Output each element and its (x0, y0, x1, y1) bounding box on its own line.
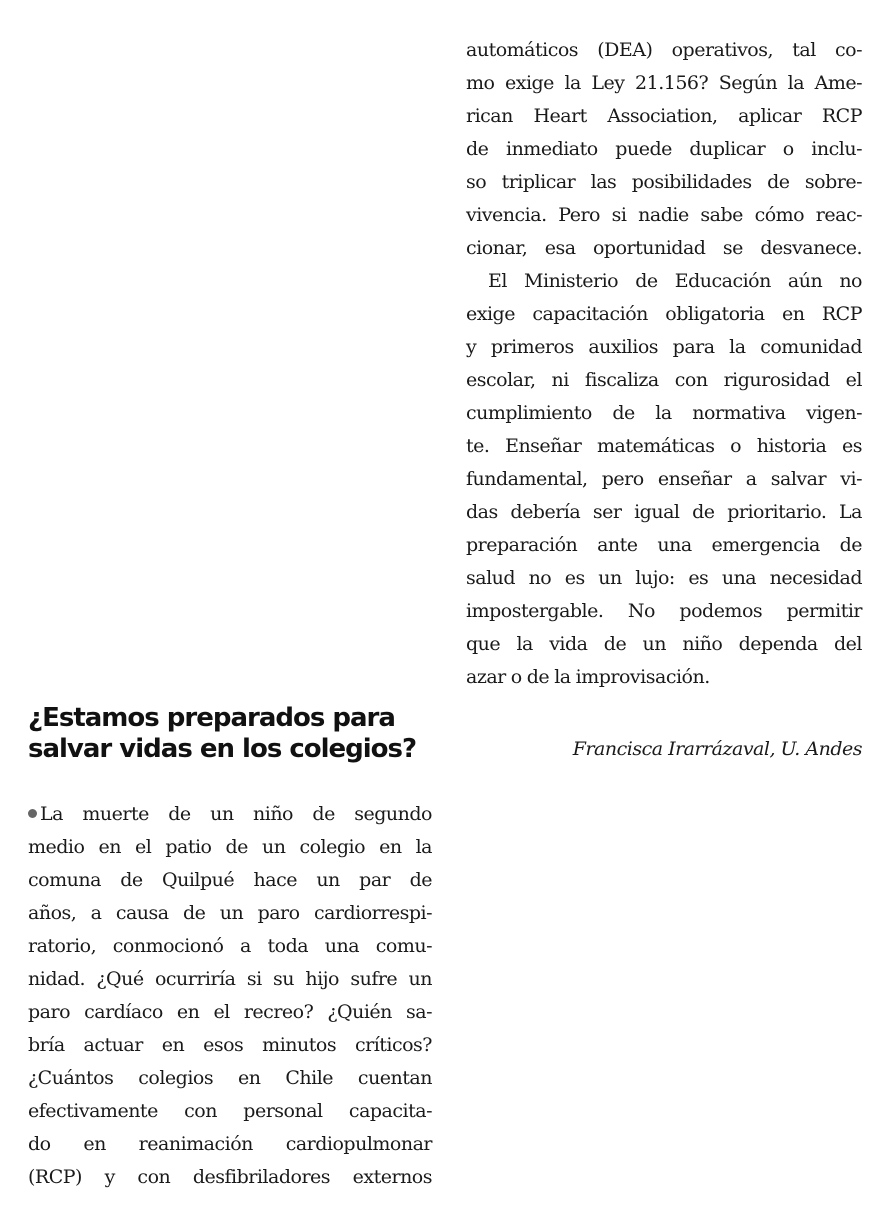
text-line: que la vida de un niño dependa del (466, 633, 862, 655)
text-line: escolar, ni fiscaliza con rigurosidad el (466, 369, 862, 391)
text-line-first (28, 798, 432, 831)
text-line: rican Heart Association, aplicar RCP (466, 105, 862, 127)
article-column-left (28, 798, 432, 1194)
paragraph-ministry (466, 265, 862, 694)
text-line: ¿Cuántos colegios en Chile cuentan (28, 1067, 432, 1089)
text-line: comuna de Quilpué hace un par de (28, 869, 432, 891)
text-line: das debería ser igual de prioritario. La (466, 501, 862, 523)
text-line: medio en el patio de un colegio en la (28, 836, 432, 858)
text-line: y primeros auxilios para la comunidad (466, 336, 862, 358)
headline-line: ¿Estamos preparados para (28, 703, 395, 733)
text-line: do en reanimación cardiopulmonar (28, 1133, 432, 1155)
text-line: automáticos (DEA) operativos, tal co- (466, 39, 862, 61)
text-line: mo exige la Ley 21.156? Según la Ame- (466, 72, 862, 94)
text-line: vivencia. Pero si nadie sabe cómo reac- (466, 204, 862, 226)
text-line: bría actuar en esos minutos críticos? (28, 1034, 432, 1056)
paragraph-continuation (466, 34, 862, 265)
text-line: exige capacitación obligatoria en RCP (466, 303, 862, 325)
text-line: de inmediato puede duplicar o inclu- (466, 138, 862, 160)
text-line: cionar, esa oportunidad se desvanece. (466, 237, 862, 259)
text-line: (RCP) y con desfibriladores externos (28, 1166, 432, 1188)
text-line: La muerte de un niño de segundo (40, 803, 432, 825)
bullet-dot-icon (28, 809, 37, 818)
text-line: so triplicar las posibilidades de sobre- (466, 171, 862, 193)
text-line: preparación ante una emergencia de (466, 534, 862, 556)
author-signature: Francisca Irarrázaval, U. Andes (572, 738, 862, 760)
text-line: efectivamente con personal capacita- (28, 1100, 432, 1122)
text-line: fundamental, pero enseñar a salvar vi- (466, 468, 862, 490)
text-line: ratorio, conmocionó a toda una comu- (28, 935, 432, 957)
headline-line: salvar vidas en los colegios? (28, 734, 417, 764)
text-line: salud no es un lujo: es una necesidad (466, 567, 862, 589)
text-line: cumplimiento de la normativa vigen- (466, 402, 862, 424)
article-column-right (466, 34, 862, 694)
text-line: nidad. ¿Qué ocurriría si su hijo sufre un (28, 968, 432, 990)
article-headline (28, 703, 448, 765)
text-line: te. Enseñar matemáticas o historia es (466, 435, 862, 457)
text-line: años, a causa de un paro cardiorrespi- (28, 902, 432, 924)
text-line: El Ministerio de Educación aún no (488, 270, 862, 292)
text-line: azar o de la improvisación. (466, 666, 710, 688)
text-line: impostergable. No podemos permitir (466, 600, 862, 622)
text-line: paro cardíaco en el recreo? ¿Quién sa- (28, 1001, 432, 1023)
